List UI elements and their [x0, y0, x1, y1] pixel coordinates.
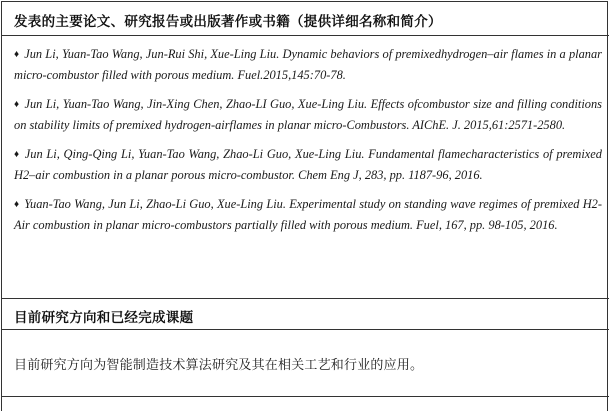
publication-list	[14, 44, 602, 244]
divider	[2, 396, 609, 397]
publication-text: Jun Li, Yuan-Tao Wang, Jin-Xing Chen, Zhao-LI Guo, Xue-Ling Liu. Effects ofcombustor size and filling conditions on stability limits of premixed hydrogen-airflames in planar micro-Combustors. AIChE. J. 2015,61:2571-2580.	[14, 97, 602, 132]
publication-item	[14, 94, 602, 135]
publication-item	[14, 144, 602, 185]
publication-text: Yuan-Tao Wang, Jun Li, Zhao-Li Guo, Xue-Ling Liu. Experimental study on standing wave regimes of premixed H2-Air combustion in planar micro-combustors partially filled with porous medium. Fuel, 167, pp. 98-105, 2016.	[14, 197, 602, 232]
publication-item	[14, 44, 602, 85]
research-heading: 目前研究方向和已经完成课题	[14, 310, 194, 326]
divider	[2, 35, 609, 36]
publication-text: Jun Li, Qing-Qing Li, Yuan-Tao Wang, Zhao-Li Guo, Xue-Ling Liu. Fundamental flamecharacteristics of premixed H2–air combustion in a planar porous micro-combustor. Chem Eng J, 283, pp. 1187-96, 2016.	[14, 147, 602, 182]
bullet-icon: ♦	[14, 149, 20, 160]
publications-heading: 发表的主要论文、研究报告或出版著作或书籍（提供详细名称和简介）	[14, 14, 442, 30]
research-text: 目前研究方向为智能制造技术算法研究及其在相关工艺和行业的应用。	[14, 358, 424, 373]
form-table	[1, 1, 608, 411]
bullet-icon: ♦	[14, 49, 20, 60]
divider	[2, 298, 609, 299]
bullet-icon: ♦	[14, 199, 20, 210]
bullet-icon: ♦	[14, 99, 20, 110]
publication-text: Jun Li, Yuan-Tao Wang, Jun-Rui Shi, Xue-Ling Liu. Dynamic behaviors of premixedhydrogen–air flames in a planar micro-combustor filled with porous medium. Fuel.2015,145:70-78.	[14, 47, 602, 82]
publication-item	[14, 194, 602, 235]
divider	[2, 329, 609, 330]
